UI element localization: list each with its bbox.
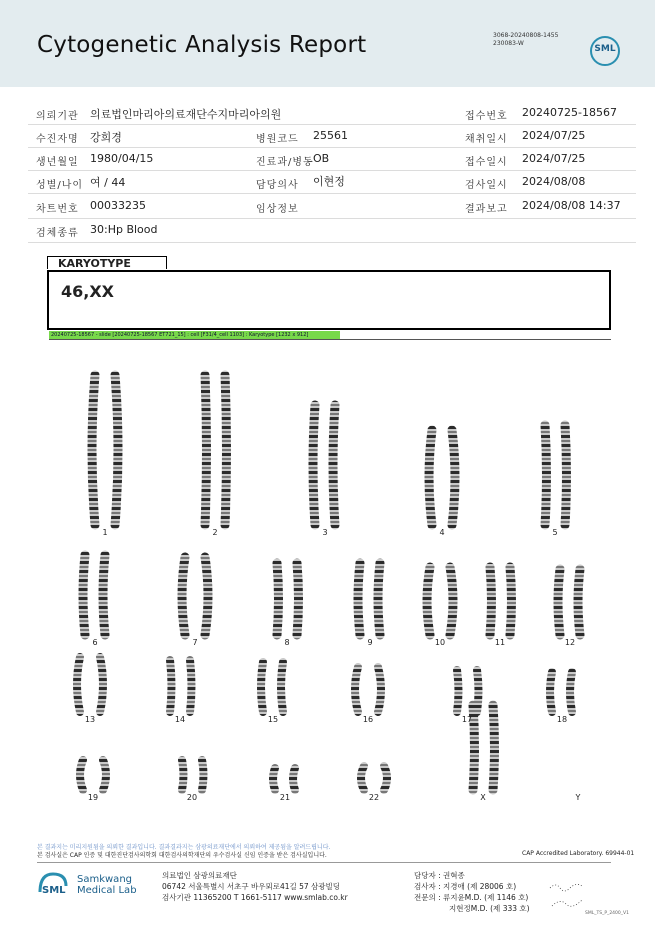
footer-handler: 담당자 : 권혁종 <box>414 871 465 880</box>
chromosome-label-13: 13 <box>84 715 96 724</box>
chromosome-4-2 <box>452 430 455 525</box>
footer-examiner: 검사자 : 지경애 (제 28006 호) <box>414 882 517 891</box>
note-line-2: 본 검사실은 CAP 인증 및 대한진단검사의학회 대한검사의학재단의 우수검사실 신임 인증을 받은 검사실입니다. <box>37 852 327 859</box>
chromosome-15-2 <box>281 662 283 712</box>
karyotype-box <box>47 270 611 330</box>
chromosome-label-18: 18 <box>556 715 568 724</box>
specimen-value: 30:Hp Blood <box>90 223 158 236</box>
chromosome-label-5: 5 <box>552 528 558 537</box>
collect-date-value: 2024/07/25 <box>522 129 586 142</box>
chromosome-7-2 <box>205 557 208 635</box>
chromosome-label-X: X <box>480 793 486 802</box>
patient-value: 강희경 <box>90 131 122 144</box>
doctor-label: 담당의사 <box>256 180 299 191</box>
chromosome-label-16: 16 <box>362 715 374 724</box>
exam-date-label: 검사일시 <box>465 180 508 191</box>
chromosome-X-2 <box>493 705 495 790</box>
document-id <box>493 32 558 48</box>
info-row-6 <box>28 219 636 243</box>
chromosome-label-4: 4 <box>439 528 445 537</box>
chromosome-9-2 <box>378 563 380 635</box>
karyotype-tab: KARYOTYPE <box>47 256 167 269</box>
report-title: Cytogenetic Analysis Report <box>37 32 367 58</box>
birth-label: 생년월일 <box>36 157 79 168</box>
chromosome-label-12: 12 <box>564 638 576 647</box>
chromosome-5-1 <box>545 425 547 525</box>
chromosome-label-1: 1 <box>102 528 108 537</box>
chromosome-14-2 <box>190 660 192 712</box>
chromosome-label-21: 21 <box>279 793 291 802</box>
chromosome-label-10: 10 <box>434 638 446 647</box>
specimen-label: 검체종류 <box>36 228 79 239</box>
chromosome-X-1 <box>473 705 475 790</box>
chart-no-label: 차트번호 <box>36 204 79 215</box>
chromosome-13-1 <box>77 657 80 712</box>
chromosome-1-2 <box>115 375 118 525</box>
hospital-code-label: 병원코드 <box>256 134 299 145</box>
footer-logo-name-1: Samkwang <box>77 874 132 885</box>
footer-logo-name <box>77 874 137 896</box>
receipt-no-label: 접수번호 <box>465 111 508 122</box>
chromosome-label-22: 22 <box>368 793 380 802</box>
chromosome-label-2: 2 <box>212 528 218 537</box>
chromosome-22-2 <box>384 766 387 790</box>
footer-divider <box>37 862 611 863</box>
chromosome-18-2 <box>570 672 572 712</box>
info-row-5 <box>28 194 636 219</box>
footer-logo-name-2: Medical Lab <box>77 885 137 896</box>
institution-value: 의료법인마리아의료재단수지마리아의원 <box>90 108 282 121</box>
sex-age-value: 여 / 44 <box>90 176 126 189</box>
chromosome-label-17: 17 <box>461 715 473 724</box>
chromosome-22-1 <box>361 766 364 790</box>
chromosome-label-7: 7 <box>192 638 198 647</box>
chromosome-19-1 <box>80 760 83 790</box>
sml-logo-text: SML <box>594 44 616 54</box>
signature-image <box>548 880 588 910</box>
receipt-date-value: 2024/07/25 <box>522 152 586 165</box>
info-row-2 <box>28 125 636 148</box>
chromosome-label-15: 15 <box>267 715 279 724</box>
chromosome-5-2 <box>565 425 567 525</box>
footer-staff-block <box>414 870 530 914</box>
chromosome-label-20: 20 <box>186 793 198 802</box>
karyogram-image <box>40 345 640 810</box>
sex-age-label: 성별/나이 <box>36 180 84 191</box>
result-report-label: 결과보고 <box>465 204 508 215</box>
exam-date-value: 2024/08/08 <box>522 175 586 188</box>
image-caption: 20240725-18567 - slide [20240725-18567 ET721_15] : cell [F31/4_cell 1103] : Karyotype [1232 x 912] <box>49 331 340 339</box>
chromosome-17-1 <box>457 670 459 712</box>
dept-label: 진료과/병동 <box>256 157 314 168</box>
footer-specialist-2: 지현정M.D. (제 333 호) <box>449 904 530 913</box>
chromosome-7-1 <box>182 557 185 635</box>
result-report-value: 2024/08/08 14:37 <box>522 199 621 212</box>
doctor-value: 이현정 <box>313 175 345 188</box>
document-id-line1: 3068-20240808-1455 <box>493 32 559 39</box>
chromosome-6-2 <box>103 555 105 635</box>
chart-no-value: 00033235 <box>90 199 146 212</box>
receipt-date-label: 접수일시 <box>465 157 508 168</box>
svg-text:SML: SML <box>42 885 66 896</box>
chromosome-label-19: 19 <box>87 793 99 802</box>
chromosome-9-1 <box>358 563 360 635</box>
chromosome-2-2 <box>225 375 227 525</box>
caption-divider <box>49 339 611 340</box>
chromosome-14-1 <box>170 660 172 712</box>
dept-value: OB <box>313 152 330 165</box>
chromosome-13-2 <box>100 657 103 712</box>
chromosome-label-14: 14 <box>174 715 186 724</box>
karyotype-value: 46,XX <box>61 282 115 301</box>
samkwang-logo-icon <box>36 870 70 900</box>
birth-value: 1980/04/15 <box>90 152 154 165</box>
patient-label: 수진자명 <box>36 134 79 145</box>
cap-accreditation: CAP Accredited Laboratory. 69944-01 <box>522 850 635 857</box>
document-id-line2: 230083-W <box>493 40 524 47</box>
chromosome-label-8: 8 <box>284 638 290 647</box>
chromosome-18-1 <box>550 672 552 712</box>
footer-specialist-1: 전문의 : 류지윤M.D. (제 1146 호) <box>414 893 529 902</box>
chromosome-8-1 <box>277 563 279 635</box>
clinical-label: 임상정보 <box>256 204 299 215</box>
chromosome-20-2 <box>202 760 204 790</box>
chromosome-15-1 <box>261 662 263 712</box>
info-row-1 <box>28 103 636 125</box>
chromosome-21-1 <box>273 768 275 790</box>
chromosome-11-1 <box>490 567 492 635</box>
hospital-code-value: 25561 <box>313 129 348 142</box>
info-row-3 <box>28 148 636 171</box>
chromosome-label-9: 9 <box>367 638 373 647</box>
chromosome-label-Y: Y <box>575 793 581 802</box>
chromosome-20-1 <box>182 760 184 790</box>
chromosome-12-1 <box>558 569 560 635</box>
chromosome-16-2 <box>378 667 381 712</box>
chromosome-16-1 <box>355 667 358 712</box>
footer-org: 의료법인 삼광의료재단 <box>162 871 237 880</box>
info-row-4 <box>28 171 636 194</box>
chromosome-3-2 <box>333 405 335 525</box>
chromosome-2-1 <box>205 375 207 525</box>
chromosome-1-1 <box>92 375 95 525</box>
chromosome-10-1 <box>427 567 430 635</box>
form-code: SML_TS_P_2400_V1 <box>585 911 629 916</box>
chromosome-19-2 <box>103 760 106 790</box>
chromosome-label-3: 3 <box>322 528 328 537</box>
note-line-1: 본 결과지는 미리지원됨을 의뢰한 결과입니다. 결과결과지는 삼광의료재단에서 의뢰하여 제공됨을 알려드립니다. <box>37 844 331 851</box>
chromosome-12-2 <box>578 569 580 635</box>
chromosome-label-11: 11 <box>494 638 506 647</box>
receipt-no-value: 20240725-18567 <box>522 106 617 119</box>
chromosome-4-1 <box>429 430 432 525</box>
chromosome-label-6: 6 <box>92 638 98 647</box>
chromosome-6-1 <box>83 555 85 635</box>
collect-date-label: 채취일시 <box>465 134 508 145</box>
chromosome-11-2 <box>510 567 512 635</box>
chromosome-10-2 <box>450 567 453 635</box>
chromosome-21-2 <box>293 768 295 790</box>
footer-contact: 검사기관 11365200 T 1661-5117 www.smlab.co.kr <box>162 893 348 902</box>
institution-label: 의뢰기관 <box>36 111 79 122</box>
chromosome-3-1 <box>313 405 315 525</box>
footer-address: 06742 서울특별시 서초구 바우뫼로41길 57 삼광빌딩 <box>162 882 341 891</box>
footer-address-block <box>162 870 348 903</box>
chromosome-8-2 <box>297 563 299 635</box>
chromosome-group <box>77 375 580 790</box>
